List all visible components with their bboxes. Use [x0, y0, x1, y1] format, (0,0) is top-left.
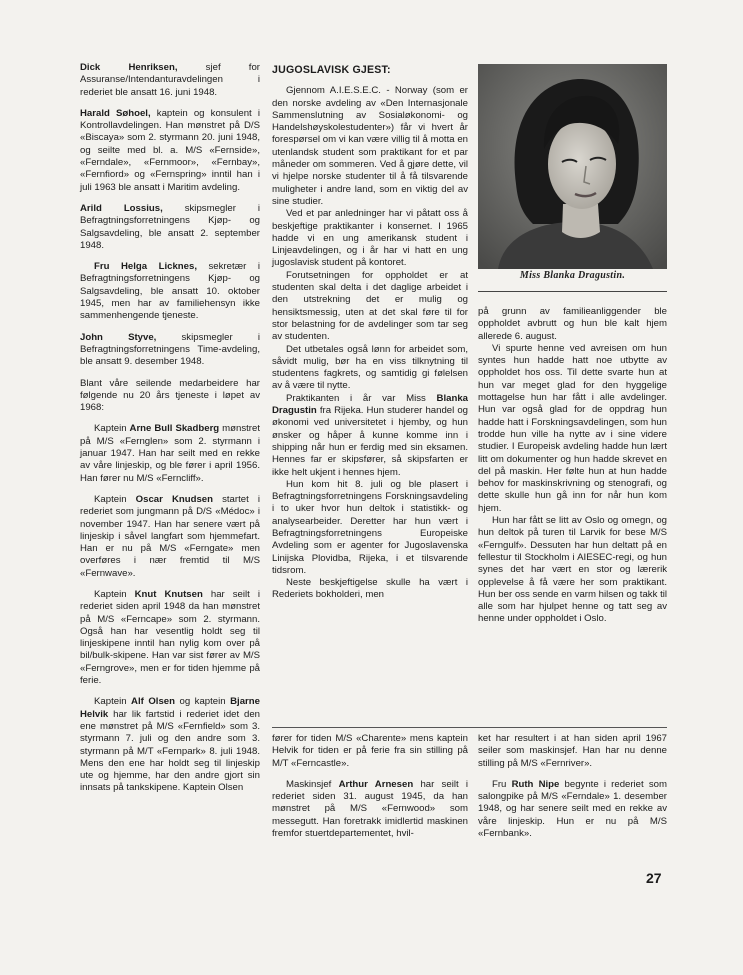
person-name: Arne Bull Skadberg: [129, 423, 220, 435]
column-personnel-left: [80, 62, 260, 804]
article-paragraph: Hun kom hit 8. juli og ble plasert i Befragtningsforretningens Forskningsavdeling i to uker hvor hun deltok i statistikk- og analysearbeider. Deretter har hun vært i Befragtningsforretningens Europeiske Avdeling som er agenter for Jugoslavenska Linijska Plovidba, Rijeka, i et tilsvarende tidsrom.: [272, 478, 468, 576]
person-name: Arild Lossius,: [80, 202, 163, 214]
person-name: Oscar Knudsen: [135, 493, 213, 505]
column-article: [272, 64, 468, 602]
person-name: Harald Søhoel,: [80, 107, 151, 119]
section-divider: [272, 727, 667, 728]
paragraph-nipe: Fru Ruth Nipe begynte i rederiet som salongpike på M/S «Ferndale» 1. desember 1948, og har senere seilt med en rekke av våre linjeskip. Hun er nu på M/S «Fernbank».: [478, 778, 667, 840]
paragraph-knudsen-oscar: Kaptein Oscar Knudsen startet i rederiet som jungmann på D/S «Médoc» i november 1947. Han har senere vært på linjeskip i såvel langfart som hjemmefart. Han er nu på M/S «Ferngate» men overføres i nær fremtid til M/S «Fernwave».: [80, 493, 260, 579]
paragraph-styve: John Styve, skipsmegler i Befragtningsforretningens Time-avdeling, ble ansatt 9. desember 1948.: [80, 331, 260, 368]
article-paragraph: Vi spurte henne ved avreisen om hun syntes hun hadde hatt noe utbytte av oppholdet hos oss. Til dette svarte hun at hun var meget glad for den hyggelige mottagelse hun har fått i alle avdelinger. Hun var også glad for de oppdrag hun hadde hatt i Forskningsavdelingen, som hun trodde hun ville ha nytte av i sine videre studier. I Europeisk avdeling hadde hun lært litt om dokumenter og hun hadde skrevet en del på maskin. Her følte hun at hun hadde behov for maskinskrivning og stenografi, og dette skulle hun gå inn for når hun kom hjem.: [478, 342, 667, 514]
person-name: Ruth Nipe: [511, 778, 560, 790]
article-paragraph: Praktikanten i år var Miss Blanka Dragustin fra Rijeka. Hun studerer handel og økonomi ved universitetet i hjemby, og hun ønsker og håper å kunne komme inn i shipping når hun er ferdig med sin eksamen. Hennes far er skipsfører, så skipsfarten er ikke helt ukjent i hennes hjem.: [272, 392, 468, 478]
column-personnel-bottom-middle: [272, 733, 468, 849]
person-name: Fru Helga Licknes,: [94, 261, 197, 273]
portrait-photo: [478, 64, 667, 295]
page-number: 27: [646, 870, 662, 886]
paragraph-knutsen: Kaptein Knut Knutsen har seilt i rederiet siden april 1948 da han mønstret på M/S «Ferncape» som 2. styrmann. Også han har vesentlig holdt seg til linjeskipene inntil han nylig kom over på bil/bulk-skipene. Han var sist fører av M/S «Ferngrove», men er for tiden hjemme på ferie.: [80, 588, 260, 687]
article-paragraph: Ved et par anledninger har vi påtatt oss å beskjeftige praktikanter i konsernet. I 1965 hadde vi en ung amerikansk student i Linjeavdelingen, og i år har vi hatt en ung jugoslavisk student på kontoret.: [272, 208, 468, 269]
person-name: Arthur Arnesen: [338, 778, 414, 790]
article-paragraph: Neste beskjeftigelse skulle ha vært i Rederiets bokholderi, men: [272, 577, 468, 601]
paragraph-skadberg: Kaptein Arne Bull Skadberg mønstret på M/S «Fernglen» som 2. styrmann i januar 1947. Han har seilt med en rekke av våre linjeskip, og ble fører i april 1956. Han fører nu M/S «Ferncliff».: [80, 423, 260, 484]
person-name: John Styve,: [80, 331, 157, 343]
portrait-image: [478, 64, 667, 269]
article-paragraph: Det utbetales også lønn for arbeidet som, såvidt mulig, bør ha en viss tilknytning til studentens fagkrets, og samtidig gi følelsen av å være til nytte.: [272, 343, 468, 392]
column-article-continued: [478, 306, 667, 626]
person-name: Dick Henriksen,: [80, 62, 178, 73]
paragraph-arnesen: Maskinsjef Arthur Arnesen har seilt i rederiet siden 31. august 1945, da han mønstret på M/S «Fernwood» som messegutt. Han foretrakk imidlertid maskinen fremfor stuertdepartementet, hvil-: [272, 778, 469, 840]
person-name: Knut Knutsen: [134, 588, 203, 600]
article-paragraph: Hun har fått se litt av Oslo og omegn, og hun deltok på turen til Larvik for bese M/S «Ferngulf». Dessuten har hun deltatt på en fellestur til Stockholm i AIESEC-regi, og hun synes det har vært en stor og lærerik opplevelse å få være her som praktikant. Hun ber oss sende en varm hilsen og takk til alle som har hjulpet henne og tatt seg av henne under oppholdet i Oslo.: [478, 515, 667, 625]
paragraph-licknes: Fru Helga Licknes, sekretær i Befragtningsforretningens Kjøp- og Salgsavdeling, ble ansatt 10. oktober 1945, men har av familiehensyn ikke sammenhengende tjeneste.: [80, 261, 260, 322]
paragraph-sohoel: Harald Søhoel, kaptein og konsulent i Kontrollavdelingen. Han mønstret på D/S «Biscaya» som 2. styrmann 20. juni 1948, og seilte med bl. a. M/S «Fernside», «Ferndale», «Fernmoor», «Fernbay», «Fernfiord» og «Fernspring» inntil han i juli 1963 ble ansatt i Maritim avdeling.: [80, 107, 260, 193]
paragraph-arnesen-continued: ket har resultert i at han siden april 1967 seiler som maskinsjef. Han har nu denne stilling på M/S «Fernriver».: [478, 733, 667, 769]
article-paragraph: Forutsetningen for oppholdet er at studenten skal delta i det daglige arbeidet i den utstrekning det er mulig og hensiktsmessig, uten at det skal føre til for stor belastning for de avdelinger som tar seg av studenten.: [272, 269, 468, 343]
person-name: Blanka Dragustin: [272, 392, 468, 417]
person-name: Bjarne Helvik: [80, 696, 260, 720]
paragraph-olsen-continued: fører for tiden M/S «Charente» mens kaptein Helvik for tiden er på ferie fra sin stilling på M/T «Ferncastle».: [272, 733, 468, 769]
person-name: Alf Olsen: [131, 696, 175, 708]
photo-caption: Miss Blanka Dragustin.: [519, 270, 626, 281]
column-personnel-bottom-right: [478, 733, 667, 849]
paragraph-henriksen: Dick Henriksen, sjef for Assuranse/Intendanturavdelingen i rederiet ble ansatt 16. juni 1948.: [80, 62, 260, 98]
article-paragraph: Gjennom A.I.E.S.E.C. - Norway (som er den norske avdeling av «Den Internasjonale Sammenslutning av Sosialøkonomi- og Handelshøyskolestudenter») får vi hvert år forespørsel om vi kan være villig til å motta en utenlandsk student som praktikant for et par måneder om sommeren. Ved å gjøre dette, vil vi hjelpe norske studenter til å få tilsvarende muligheter i andre land, som en viktig del av sine studier.: [272, 85, 468, 207]
article-heading: JUGOSLAVISK GJEST:: [272, 64, 391, 76]
paragraph-intro-seagoing: Blant våre seilende medarbeidere har følgende nu 20 års tjeneste i løpet av 1968:: [80, 377, 260, 414]
article-paragraph: på grunn av familieanliggender ble oppholdet avbrutt og hun ble kalt hjem allerede 6. august.: [478, 306, 667, 342]
paragraph-lossius: Arild Lossius, skipsmegler i Befragtningsforretningens Kjøp- og Salgsavdeling, ble ansatt 2. september 1948.: [80, 202, 260, 251]
paragraph-olsen-helvik: Kaptein Alf Olsen og kaptein Bjarne Helvik har lik fartstid i rederiet idet den ene mønstret på M/S «Fernfield» som 3. styrmann 7. juli og den andre som 3. styrmann på M/T «Fernpark» 8. juli 1948. Mens den ene har holdt seg til linjeskip ute og hjemme, har den andre gjort sin innsats på tankskipene. Kaptein Olsen: [80, 696, 260, 794]
caption-divider: [478, 291, 667, 292]
